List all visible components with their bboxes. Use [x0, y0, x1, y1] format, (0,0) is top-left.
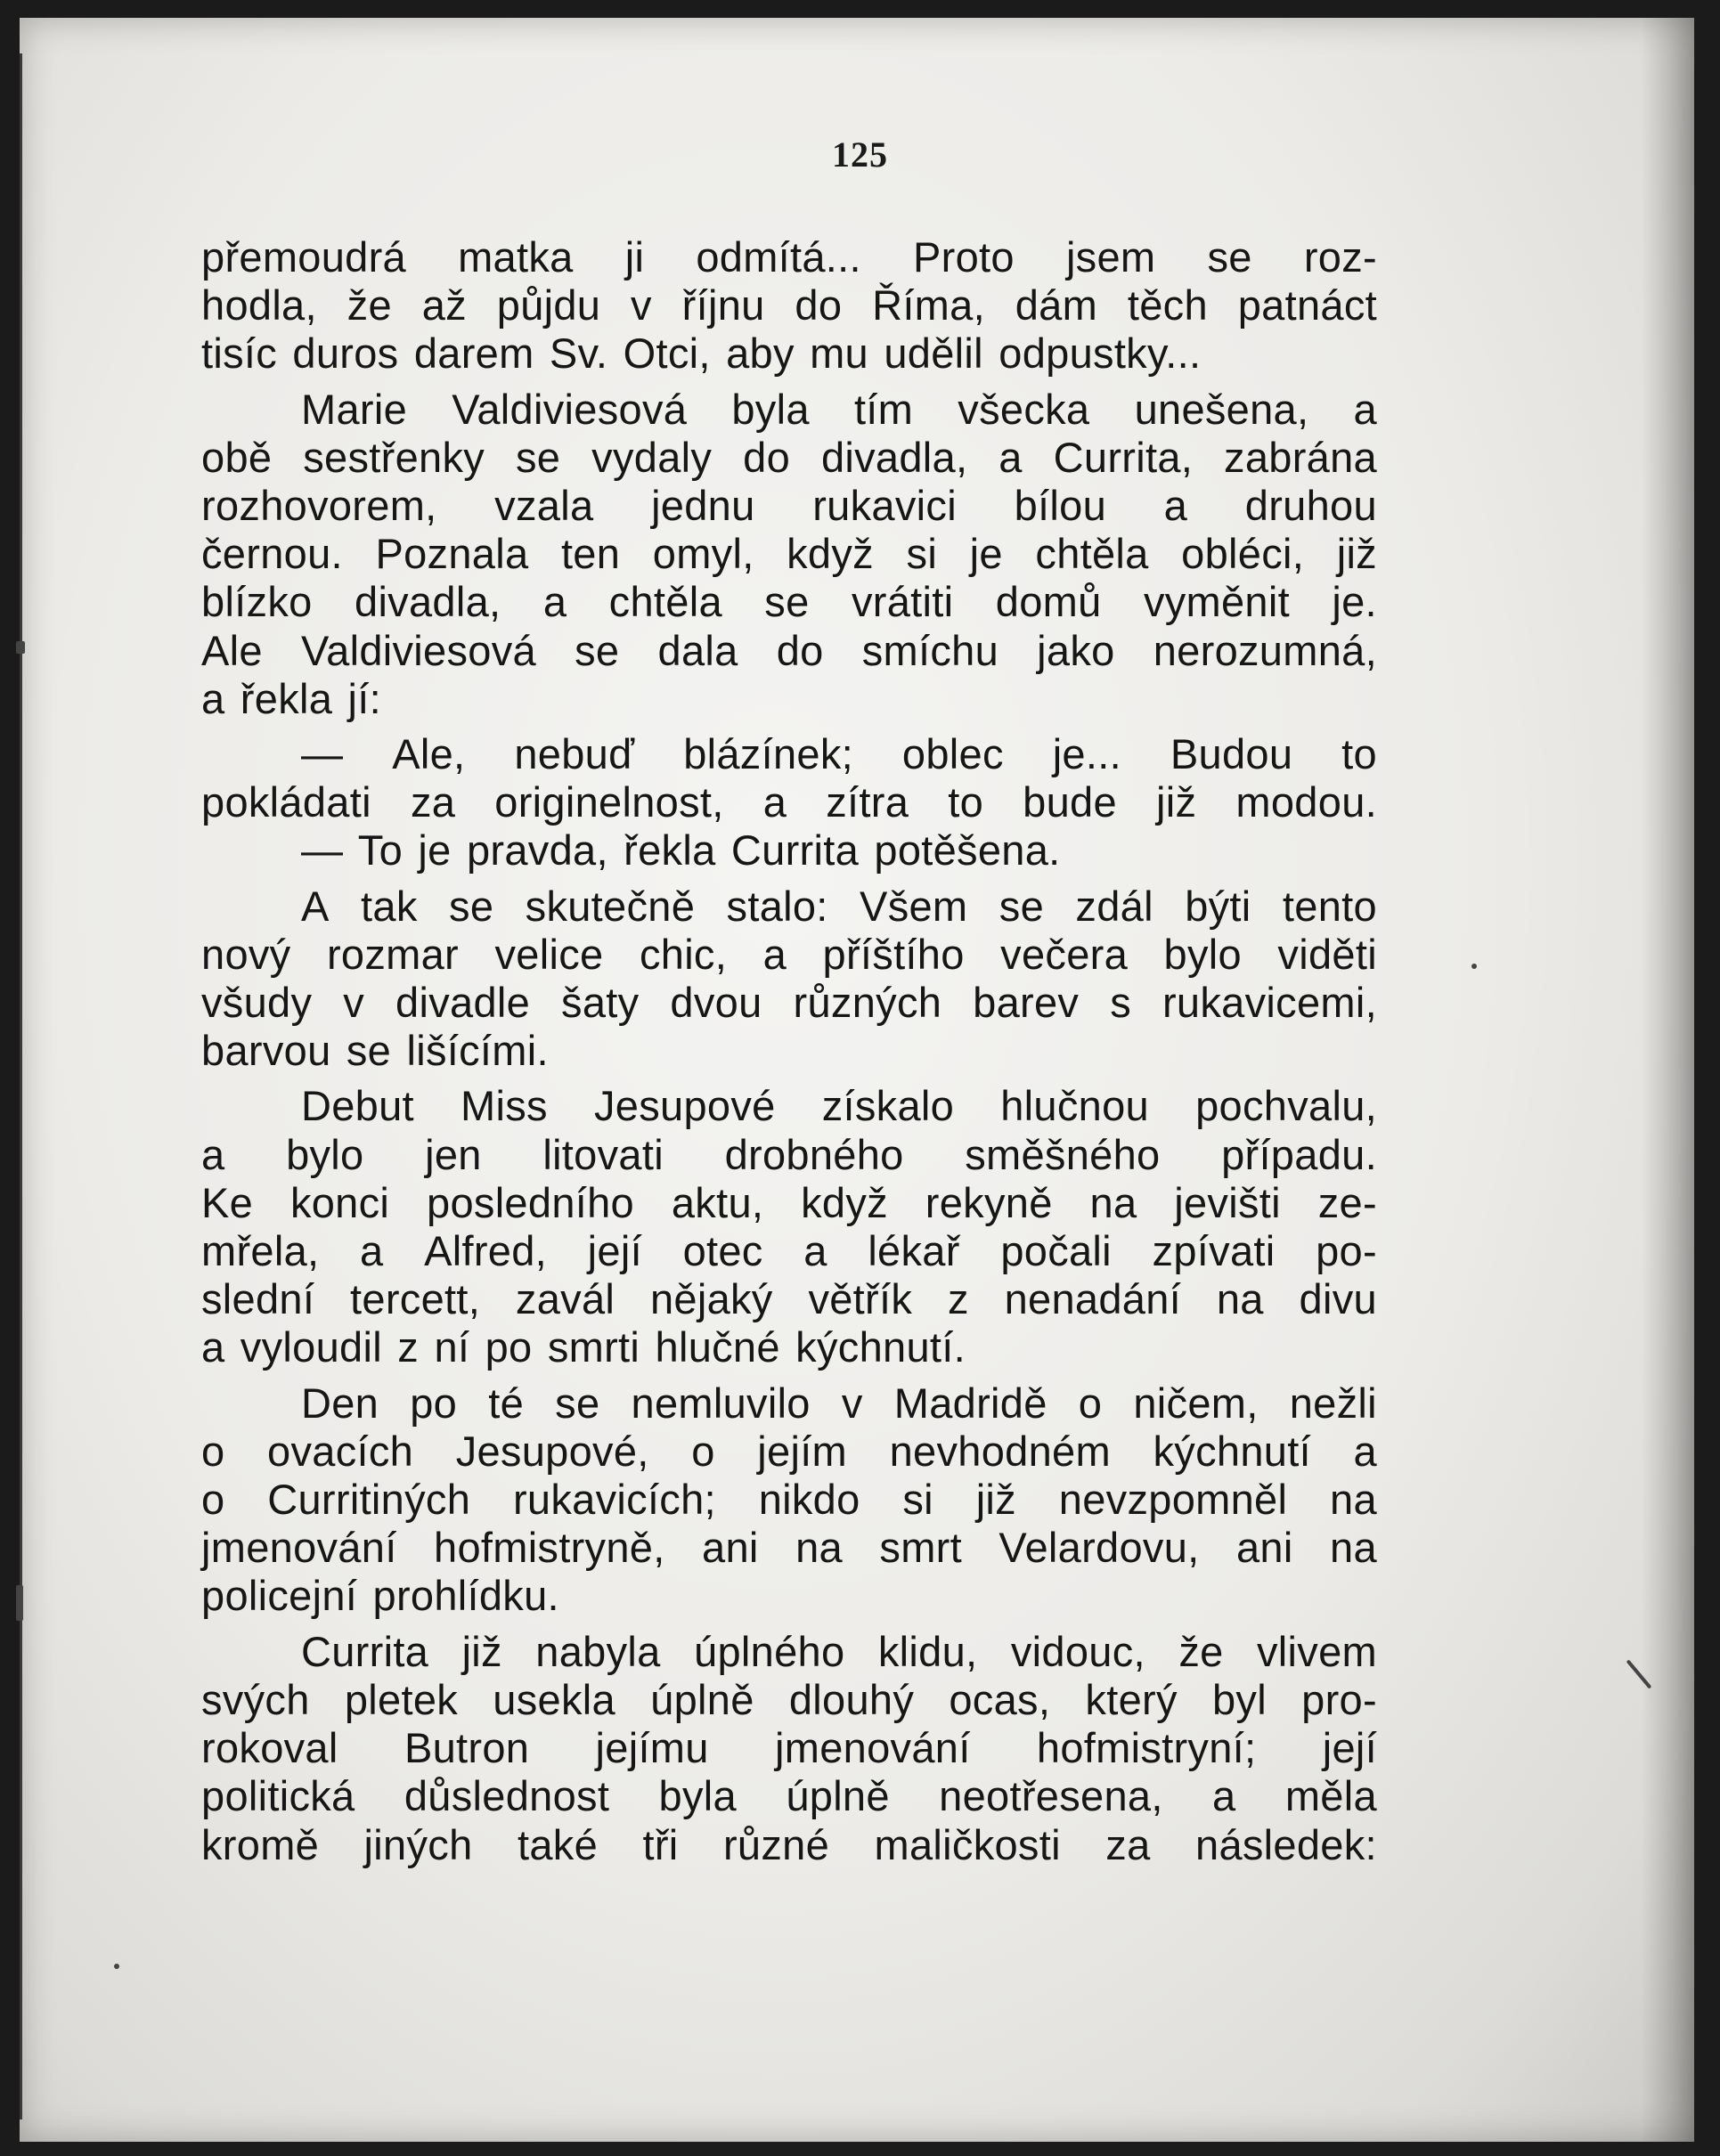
text-line: jmenování hofmistryně, ani na smrt Velardovu, ani na: [201, 1524, 1377, 1572]
text-line: Ale Valdiviesová se dala do smíchu jako nerozumná,: [201, 626, 1377, 674]
text-line: o Curritiných rukavicích; nikdo si již nevzpomněl na: [201, 1476, 1377, 1524]
text-line: — To je pravda, řekla Currita potěšena.: [301, 826, 1061, 875]
text-line: a řekla jí:: [201, 674, 381, 722]
text-line: Currita již nabyla úplného klidu, vidouc, že vlivem: [301, 1627, 1377, 1675]
text-line: Debut Miss Jesupové získalo hlučnou pochvalu,: [301, 1082, 1377, 1130]
text-line: tisíc duros darem Sv. Otci, aby mu udělil odpustky...: [201, 330, 1202, 378]
text-line: svých pletek usekla úplně dlouhý ocas, který byl pro-: [201, 1675, 1377, 1723]
text-line: obě sestřenky se vydaly do divadla, a Currita, zabrána: [201, 433, 1377, 481]
scan-speck: [114, 1964, 119, 1969]
page-number: 125: [832, 134, 888, 175]
page-binding-edge: [20, 53, 22, 2119]
text-line: nový rozmar velice chic, a příštího večera bylo viděti: [201, 930, 1377, 978]
paragraph-gap: [201, 378, 1377, 386]
paragraph-gap: [201, 875, 1377, 883]
text-line: blízko divadla, a chtěla se vrátiti domů vyměnit je.: [201, 578, 1377, 626]
text-line: všudy v divadle šaty dvou různých barev s rukavicemi,: [201, 979, 1377, 1027]
text-line: černou. Poznala ten omyl, když si je chtěla obléci, již: [201, 530, 1377, 578]
text-line: Ke konci posledního aktu, když rekyně na jevišti ze-: [201, 1178, 1377, 1226]
text-line: rozhovorem, vzala jednu rukavici bílou a druhou: [201, 482, 1377, 530]
paragraph-gap: [201, 1075, 1377, 1082]
text-line: přemoudrá matka ji odmítá... Proto jsem se roz-: [201, 233, 1377, 281]
paragraph-gap: [201, 1372, 1377, 1379]
text-line: Marie Valdiviesová byla tím všecka unešena, a: [301, 385, 1377, 433]
page-edge-shadow: [1641, 18, 1694, 2142]
paragraph-gap: [201, 1621, 1377, 1628]
scan-speck: [16, 641, 25, 654]
text-line: politická důslednost byla úplně neotřesena, a měla: [201, 1772, 1377, 1820]
text-line: pokládati za originelnost, a zítra to bude již modou.: [201, 778, 1377, 826]
paragraph-gap: [201, 723, 1377, 730]
scan-speck: [16, 1585, 23, 1621]
text-line: a bylo jen litovati drobného směšného případu.: [201, 1130, 1377, 1178]
text-line: A tak se skutečně stalo: Všem se zdál býti tento: [301, 882, 1377, 930]
text-line: a vyloudil z ní po smrti hlučné kýchnutí.: [201, 1323, 966, 1371]
text-line: mřela, a Alfred, její otec a lékař počali zpívati po-: [201, 1227, 1377, 1275]
scan-speck: [1471, 964, 1477, 969]
text-line: — Ale, nebuď blázínek; oblec je... Budou to: [301, 730, 1377, 778]
body-text: [201, 233, 1377, 1869]
text-line: Den po té se nemluvilo v Madridě o ničem, nežli: [301, 1379, 1377, 1427]
text-line: o ovacích Jesupové, o jejím nevhodném kýchnutí a: [201, 1427, 1377, 1475]
text-line: barvou se lišícími.: [201, 1027, 549, 1075]
text-line: rokoval Butron jejímu jmenování hofmistryní; její: [201, 1724, 1377, 1772]
text-line: slední tercett, zavál nějaký větřík z nenadání na divu: [201, 1275, 1377, 1323]
text-line: hodla, že až půjdu v říjnu do Říma, dám těch patnáct: [201, 281, 1377, 330]
text-line: policejní prohlídku.: [201, 1572, 559, 1620]
text-line: kromě jiných také tři různé maličkosti za následek:: [201, 1820, 1377, 1868]
